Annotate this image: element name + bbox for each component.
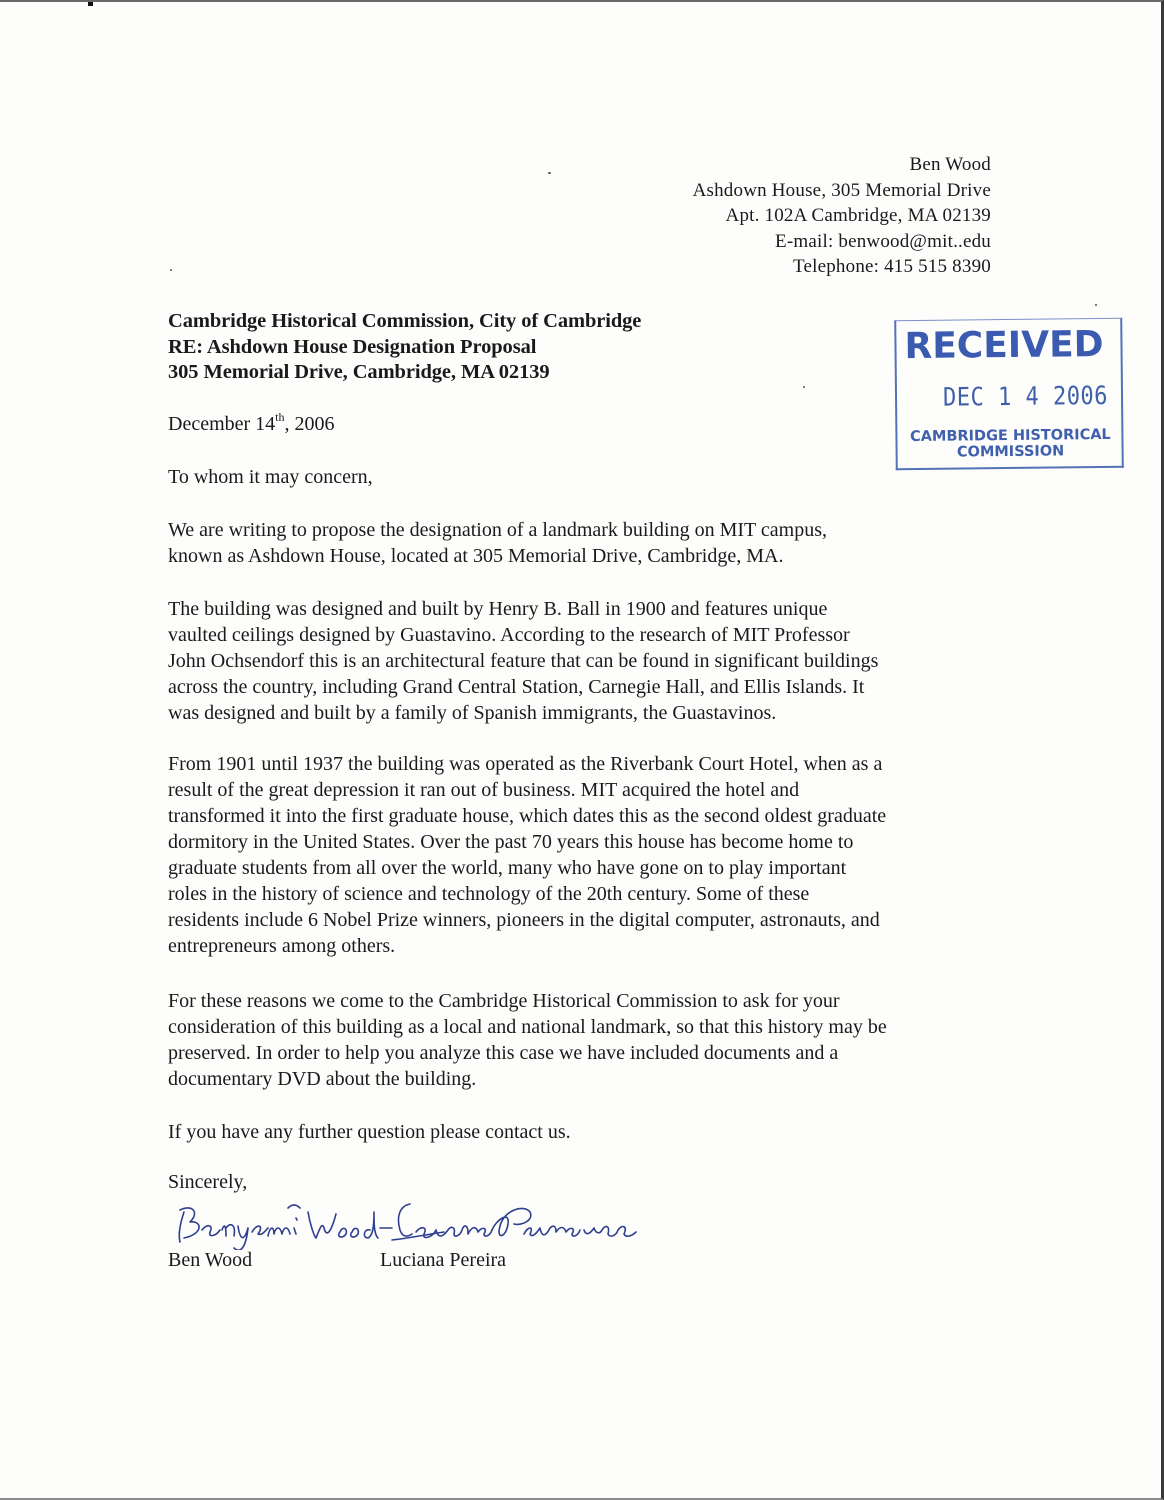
paragraph-line: roles in the history of science and technology of the 20th century. Some of these <box>168 883 810 905</box>
paragraph-line: documentary DVD about the building. <box>168 1068 477 1090</box>
recipient-subject: RE: Ashdown House Designation Proposal <box>168 335 537 358</box>
paragraph-line: consideration of this building as a local and national landmark, so that this history may be <box>168 1016 887 1038</box>
salutation: To whom it may concern, <box>168 466 373 488</box>
stamp-heading: RECEIVED <box>904 324 1104 368</box>
paragraph-line: graduate students from all over the world, many who have gone on to play important <box>168 857 847 879</box>
sender-name: Ben Wood <box>909 154 991 175</box>
received-stamp <box>894 318 1124 470</box>
paragraph-contact <box>168 1119 1028 1145</box>
paragraph-history <box>168 596 1028 726</box>
scan-mark <box>88 2 93 6</box>
speck <box>1095 304 1097 306</box>
letter-date <box>168 411 335 437</box>
paragraph-request <box>168 988 1028 1092</box>
date-suffix: th <box>275 410 285 424</box>
sender-address-line1: Ashdown House, 305 Memorial Drive <box>692 179 991 201</box>
paragraph-line: The building was designed and built by Henry B. Ball in 1900 and features unique <box>168 598 828 620</box>
recipient-line1: Cambridge Historical Commission, City of Cambridge <box>168 310 642 332</box>
paragraph-line: result of the great depression it ran out of business. MIT acquired the hotel and <box>168 779 800 801</box>
paragraph-line: For these reasons we come to the Cambridge Historical Commission to ask for your <box>168 990 840 1012</box>
handwritten-signature <box>170 1190 650 1250</box>
stamp-date: DEC 1 4 2006 <box>942 382 1109 413</box>
paragraph-line: entrepreneurs among others. <box>168 935 396 957</box>
date-day: December 14 <box>168 413 276 435</box>
paragraph-line: John Ochsendorf this is an architectural feature that can be found in significant buildings <box>168 650 879 672</box>
sender-address-line2: Apt. 102A Cambridge, MA 02139 <box>725 205 991 226</box>
speck <box>170 269 172 271</box>
sender-email: E-mail: benwood@mit..edu <box>775 230 991 252</box>
signatory-luciana-pereira: Luciana Pereira <box>380 1249 507 1271</box>
paragraph-line: known as Ashdown House, located at 305 Memorial Drive, Cambridge, MA. <box>168 545 784 567</box>
paragraph-line: residents include 6 Nobel Prize winners, pioneers in the digital computer, astronauts, and <box>168 909 880 931</box>
speck <box>803 386 805 388</box>
sender-telephone: Telephone: 415 515 8390 <box>793 256 991 277</box>
closing: Sincerely, <box>168 1171 248 1193</box>
paragraph-hotel <box>168 751 1028 959</box>
stamp-org-line2: COMMISSION <box>956 443 1065 461</box>
signatory-ben-wood: Ben Wood <box>168 1249 253 1271</box>
date-year: , 2006 <box>284 413 335 435</box>
paragraph-line: vaulted ceilings designed by Guastavino. According to the research of MIT Professor <box>168 624 850 646</box>
paragraph-line: If you have any further question please contact us. <box>168 1121 571 1143</box>
stamp-org-line1: CAMBRIDGE HISTORICAL <box>910 426 1111 446</box>
paragraph-proposal <box>168 517 1028 569</box>
paragraph-line: was designed and built by a family of Spanish immigrants, the Guastavinos. <box>168 702 777 724</box>
speck <box>548 172 551 174</box>
recipient-address: 305 Memorial Drive, Cambridge, MA 02139 <box>168 361 550 383</box>
paragraph-line: transformed it into the first graduate house, which dates this as the second oldest graduate <box>168 805 887 827</box>
paragraph-line: dormitory in the United States. Over the past 70 years this house has become home to <box>168 831 854 853</box>
sender-block <box>693 152 991 280</box>
paragraph-line: across the country, including Grand Central Station, Carnegie Hall, and Ellis Islands. It <box>168 676 865 698</box>
stamp-organization <box>899 427 1121 461</box>
paragraph-line: preserved. In order to help you analyze this case we have included documents and a <box>168 1042 839 1064</box>
paragraph-line: From 1901 until 1937 the building was operated as the Riverbank Court Hotel, when as a <box>168 753 883 775</box>
paragraph-line: We are writing to propose the designation of a landmark building on MIT campus, <box>168 519 827 541</box>
recipient-block <box>168 309 641 386</box>
